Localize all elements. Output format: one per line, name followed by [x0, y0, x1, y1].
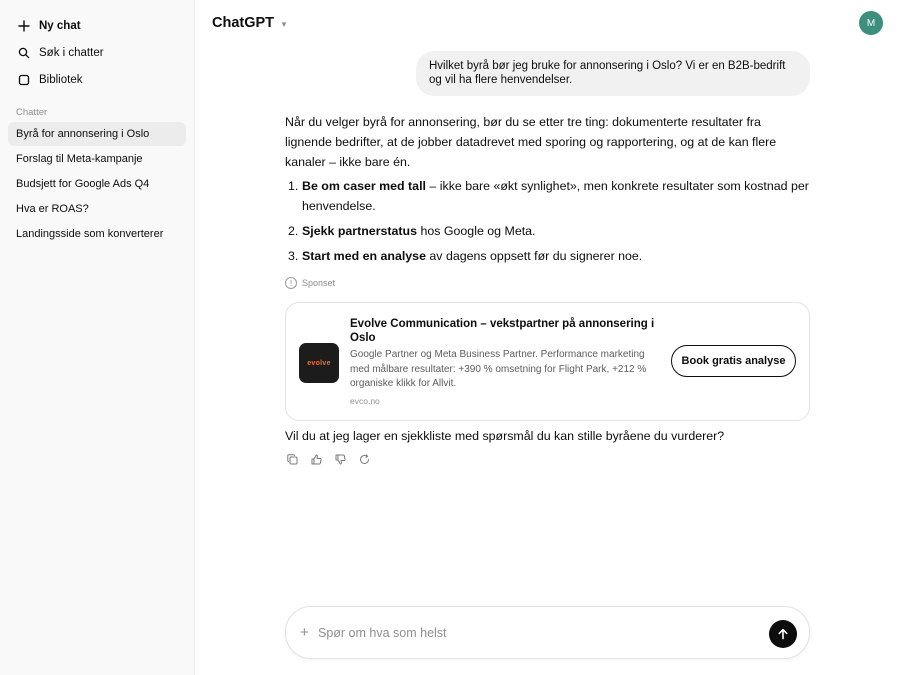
- message-composer[interactable]: [285, 606, 810, 659]
- assistant-list: [285, 177, 810, 266]
- assistant-intro: Når du velger byrå for annonsering, bør du se etter tre ting: dokumenterte resultater fra lignende bedrifter, at de jobber datadrevet med sporing og rapportering, og at de kan flere kanaler – ikke bare én.: [285, 115, 777, 169]
- avatar[interactable]: M: [859, 11, 883, 35]
- library-icon: [17, 73, 31, 87]
- sidebar-chat-item[interactable]: Hva er ROAS?: [16, 203, 89, 215]
- chats-section-heading: Chatter: [16, 107, 48, 118]
- list-item-text: hos Google og Meta.: [417, 223, 536, 238]
- thumbs-down-icon[interactable]: [333, 452, 347, 466]
- plus-icon: [17, 19, 31, 33]
- library-label: Bibliotek: [39, 74, 83, 86]
- ad-title: Evolve Communication – vekstpartner på annonsering i Oslo: [350, 318, 655, 344]
- sidebar-chat-item[interactable]: Budsjett for Google Ads Q4: [16, 178, 150, 190]
- list-item-bold: Be om caser med tall: [302, 179, 426, 194]
- message-actions: [285, 452, 381, 466]
- list-item: [285, 247, 810, 267]
- new-chat-label: Ny chat: [39, 20, 81, 32]
- sidebar-chat-item[interactable]: Landingsside som konverterer: [16, 228, 164, 240]
- assistant-message: [285, 113, 810, 272]
- list-item-bold: Start med en analyse: [302, 248, 426, 263]
- library-button[interactable]: [8, 68, 186, 92]
- list-item-bold: Sjekk partnerstatus: [302, 223, 418, 238]
- ad-domain: evco.no: [350, 396, 380, 406]
- search-chats-label: Søk i chatter: [39, 47, 104, 59]
- list-number: 2.: [288, 223, 299, 238]
- ad-description: Google Partner og Meta Business Partner. Performance marketing med målbare resultater: +390 % omsetning for Flight Park, +212 % organiske klikk for Allvit.: [350, 349, 647, 389]
- thumbs-up-icon[interactable]: [309, 452, 323, 466]
- model-selector[interactable]: [212, 15, 288, 31]
- user-message: Hvilket byrå bør jeg bruke for annonsering i Oslo? Vi er en B2B-bedrift og vil ha flere henvendelser.: [416, 51, 810, 96]
- send-button[interactable]: [769, 620, 797, 648]
- list-number: 3.: [288, 248, 299, 263]
- app-title: ChatGPT: [212, 15, 275, 31]
- sidebar-chat-item[interactable]: Forslag til Meta-kampanje: [16, 153, 143, 165]
- new-chat-button[interactable]: [8, 14, 186, 38]
- sidebar-chat-item[interactable]: Byrå for annonsering i Oslo: [8, 122, 186, 146]
- list-item: [285, 222, 810, 242]
- sponsored-ad-card[interactable]: [285, 302, 810, 421]
- sponsored-label[interactable]: [285, 277, 335, 289]
- sidebar: [0, 0, 195, 675]
- advertiser-logo: evolve: [299, 343, 339, 383]
- regenerate-icon[interactable]: [357, 452, 371, 466]
- assistant-followup: Vil du at jeg lager en sjekkliste med spørsmål du kan stille byråene du vurderer?: [285, 429, 725, 443]
- list-number: 1.: [288, 179, 299, 194]
- list-item-text: – ikke bare «økt synlighet», men konkrete resultater som kostnad per henvendelse.: [302, 179, 809, 214]
- search-icon: [17, 46, 31, 60]
- plus-icon[interactable]: +: [300, 624, 309, 641]
- list-item-text: av dagens oppsett før du signerer noe.: [425, 248, 643, 263]
- copy-icon[interactable]: [285, 452, 299, 466]
- composer-input[interactable]: Spør om hva som helst: [318, 626, 447, 640]
- info-icon: !: [285, 277, 297, 289]
- chevron-down-icon: ▼: [280, 19, 288, 29]
- sponsored-text: Sponset: [302, 278, 336, 288]
- arrow-up-icon: [777, 628, 789, 640]
- search-chats-button[interactable]: [8, 41, 186, 65]
- list-item: [285, 177, 810, 217]
- book-analysis-button[interactable]: Book gratis analyse: [671, 345, 796, 377]
